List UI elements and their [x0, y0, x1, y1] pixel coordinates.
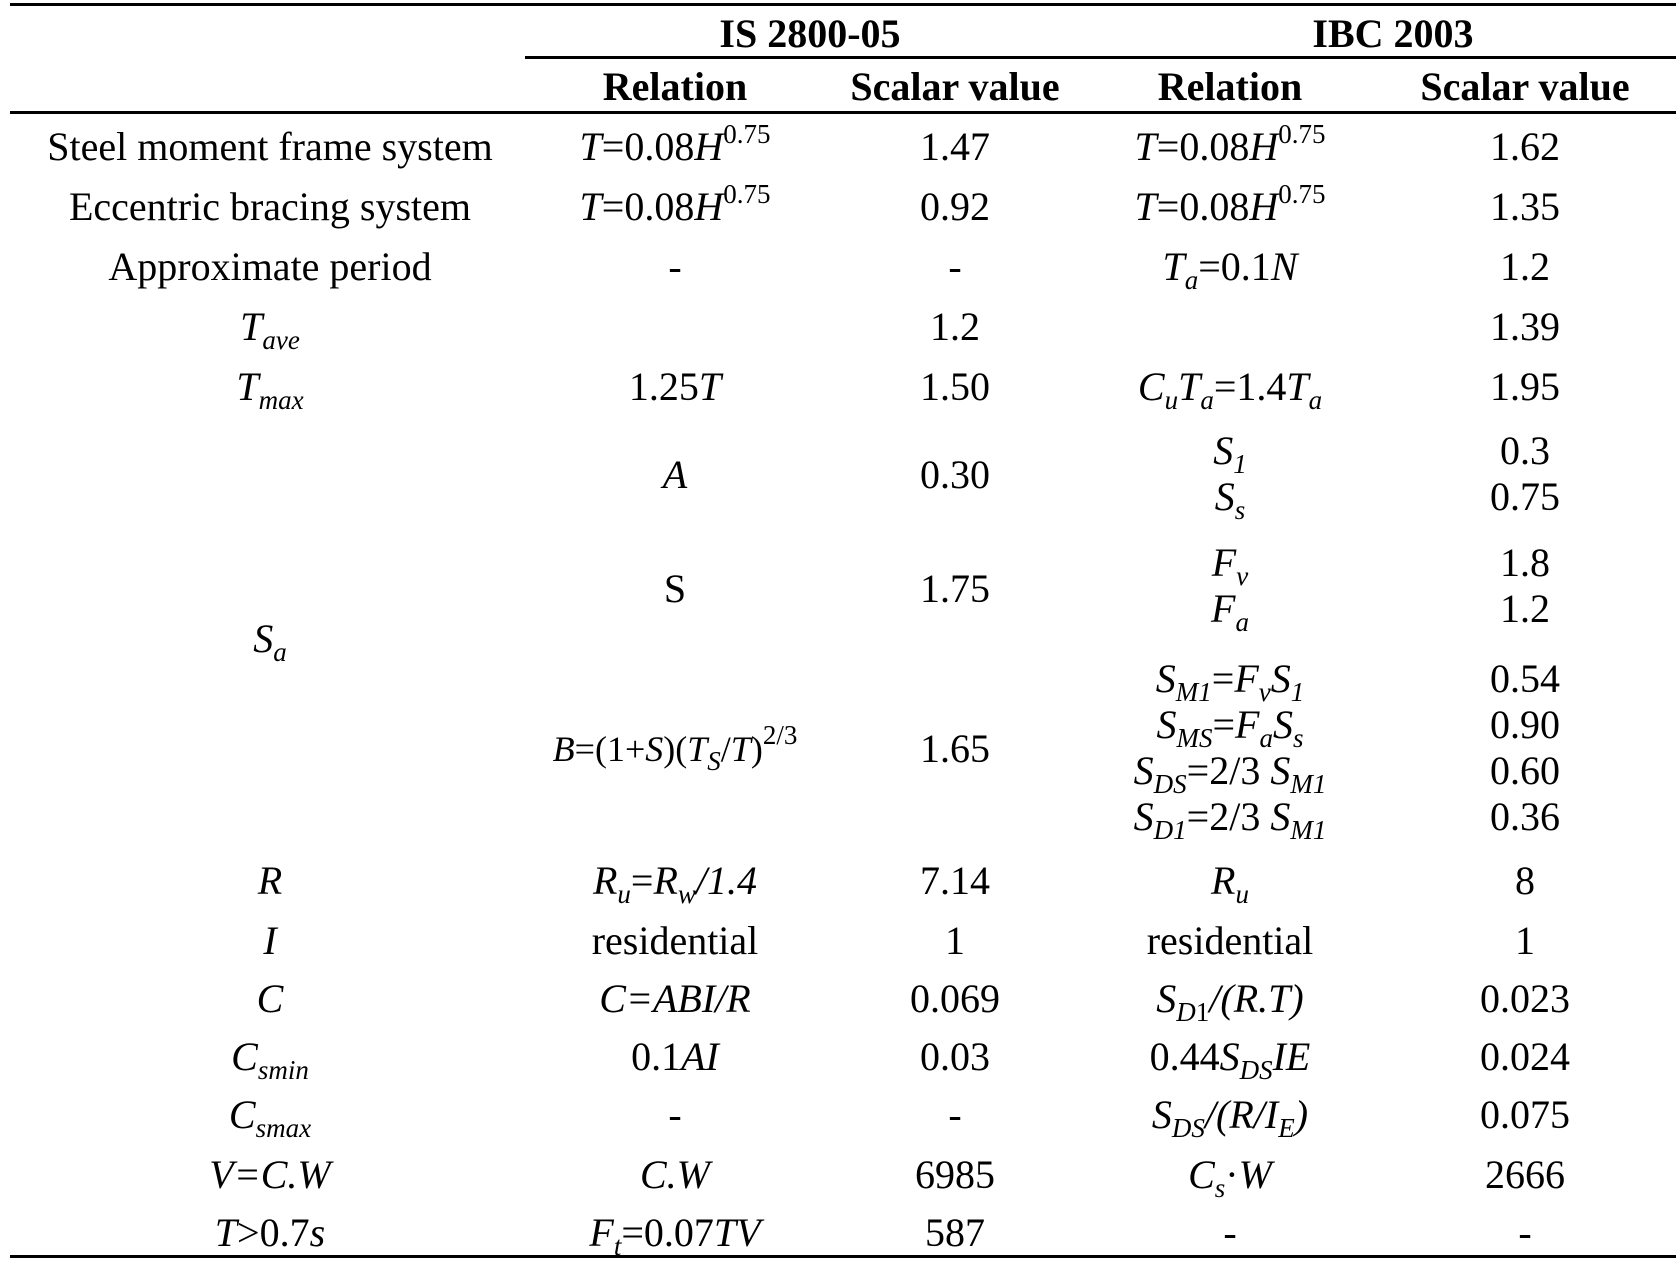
row-i-is-value: 1 [945, 918, 965, 963]
row-r-param: R [257, 858, 283, 903]
sa-a-relation: A [662, 452, 688, 497]
header-bottom-rule [10, 111, 1676, 114]
row5-is-value: 1.50 [920, 364, 990, 409]
row-sa-param: $S_a$ [253, 616, 287, 667]
row-v-is-relation: C.W [640, 1152, 710, 1197]
sa-s1-value: 0.3 [1500, 428, 1550, 473]
row3-ibc-relation: $T_a=0.1N$ [1162, 244, 1298, 295]
row-r-ibc-relation: $R_u$ [1211, 858, 1249, 909]
row-csmax-is-relation: - [668, 1092, 682, 1137]
row2-ibc-value: 1.35 [1490, 184, 1560, 229]
row-csmin-is-value: 0.03 [920, 1034, 990, 1079]
sa-sds-value: 0.60 [1490, 748, 1560, 793]
row3-param: Approximate period [108, 244, 432, 289]
row-v-ibc-relation: $C_s\cdot W$ [1188, 1152, 1272, 1203]
row-csmin-is-relation: 0.1AI [631, 1034, 719, 1079]
row1-ibc-value: 1.62 [1490, 124, 1560, 169]
row-i-ibc-value: 1 [1515, 918, 1535, 963]
row-i-is-relation: residential [591, 918, 759, 963]
row2-is-relation: $T=0.08H^{0.75}$ [579, 179, 771, 229]
row4-param-tave: $T_{ave}$ [240, 304, 300, 355]
col-header-ibc-relation: Relation [1157, 64, 1303, 109]
sa-fv-fa-values [1390, 540, 1660, 632]
row-t-is-relation: $F_t=0.07TV$ [589, 1210, 761, 1261]
row5-ibc-value: 1.95 [1490, 364, 1560, 409]
sa-s1-ss-values [1390, 428, 1660, 520]
sa-design-values [1390, 656, 1660, 840]
row2-ibc-relation: $T=0.08H^{0.75}$ [1134, 179, 1326, 229]
row5-is-relation: 1.25T [628, 364, 722, 409]
row-v-param: V=C.W [209, 1152, 331, 1197]
row-csmin-param: $C_{smin}$ [231, 1034, 309, 1085]
row-csmax-ibc-value: 0.075 [1480, 1092, 1570, 1137]
row-c-ibc-relation: $S_{D1}/(R.T)$ [1156, 976, 1304, 1027]
sa-a-value: 0.30 [920, 452, 990, 497]
sa-sm1-value: 0.54 [1490, 656, 1560, 701]
group-header-ibc2003: IBC 2003 [1312, 11, 1474, 56]
col-header-is-relation: Relation [602, 64, 748, 109]
sa-b-value: 1.65 [920, 726, 990, 771]
row-t-ibc-relation: - [1223, 1210, 1237, 1255]
row-csmax-ibc-relation: $S_{DS}/(R/I_E)$ [1151, 1092, 1309, 1143]
row2-param: Eccentric bracing system [68, 184, 472, 229]
row-c-is-value: 0.069 [910, 976, 1000, 1021]
sa-design-relations: $S_{M1}=F_vS_1$ $S_{MS}=F_aS_s$ $S_{DS}=2/3$ $S_{M1}$ $S_{D1}=2/3$ $S_{M1}$ [1133, 656, 1327, 845]
row-c-param: C [256, 976, 284, 1021]
col-header-is-value: Scalar value [850, 64, 1060, 109]
row-i-param: I [263, 918, 277, 963]
group-header-is2800: IS 2800-05 [719, 11, 901, 56]
sa-ss-value: 0.75 [1490, 474, 1560, 519]
row-csmin-ibc-value: 0.024 [1480, 1034, 1570, 1079]
sa-s-relation: S [663, 566, 687, 611]
row1-param: Steel moment frame system [47, 124, 493, 169]
sa-sd1-value: 0.36 [1490, 794, 1560, 839]
row3-is-value: - [948, 244, 962, 289]
sa-s-value: 1.75 [920, 566, 990, 611]
row-csmin-ibc-relation: $0.44S_{DS}IE$ [1149, 1034, 1311, 1085]
row5-ibc-relation: $C_uT_a=1.4T_a$ [1137, 364, 1323, 415]
row1-ibc-relation: $T=0.08H^{0.75}$ [1134, 119, 1326, 169]
sa-fv-value: 1.8 [1500, 540, 1550, 585]
row-i-ibc-relation: residential [1146, 918, 1314, 963]
row5-param-tmax: $T_{max}$ [236, 364, 304, 415]
row-v-ibc-value: 2666 [1485, 1152, 1565, 1197]
row-t-is-value: 587 [925, 1210, 985, 1255]
row-csmax-is-value: - [948, 1092, 962, 1137]
sa-s1-ss-relations: $S_1$ $S_s$ [1213, 428, 1247, 525]
row-r-ibc-value: 8 [1515, 858, 1535, 903]
sa-fv-fa-relations: $F_v$ $F_a$ [1211, 540, 1249, 637]
row-t-ibc-value: - [1518, 1210, 1532, 1255]
row3-is-relation: - [668, 244, 682, 289]
row-v-is-value: 6985 [915, 1152, 995, 1197]
sa-b-relation: $B=(1+S)(T_S/T)^{2/3}$ [552, 720, 798, 776]
row2-is-value: 0.92 [920, 184, 990, 229]
col-header-ibc-value: Scalar value [1420, 64, 1630, 109]
sa-fa-value: 1.2 [1500, 586, 1550, 631]
row1-is-value: 1.47 [920, 124, 990, 169]
row-r-is-relation: $R_u=R_w/1.4$ [592, 858, 758, 909]
row-c-is-relation: C=ABI/R [599, 976, 751, 1021]
row-c-ibc-value: 0.023 [1480, 976, 1570, 1021]
row4-is-value: 1.2 [930, 304, 980, 349]
row-t-param: T>0.7s [214, 1210, 326, 1255]
top-rule [10, 3, 1676, 6]
sa-sms-value: 0.90 [1490, 702, 1560, 747]
row-r-is-value: 7.14 [920, 858, 990, 903]
row4-ibc-value: 1.39 [1490, 304, 1560, 349]
row-csmax-param: $C_{smax}$ [228, 1092, 312, 1143]
row1-is-relation: $T=0.08H^{0.75}$ [579, 119, 771, 169]
row3-ibc-value: 1.2 [1500, 244, 1550, 289]
